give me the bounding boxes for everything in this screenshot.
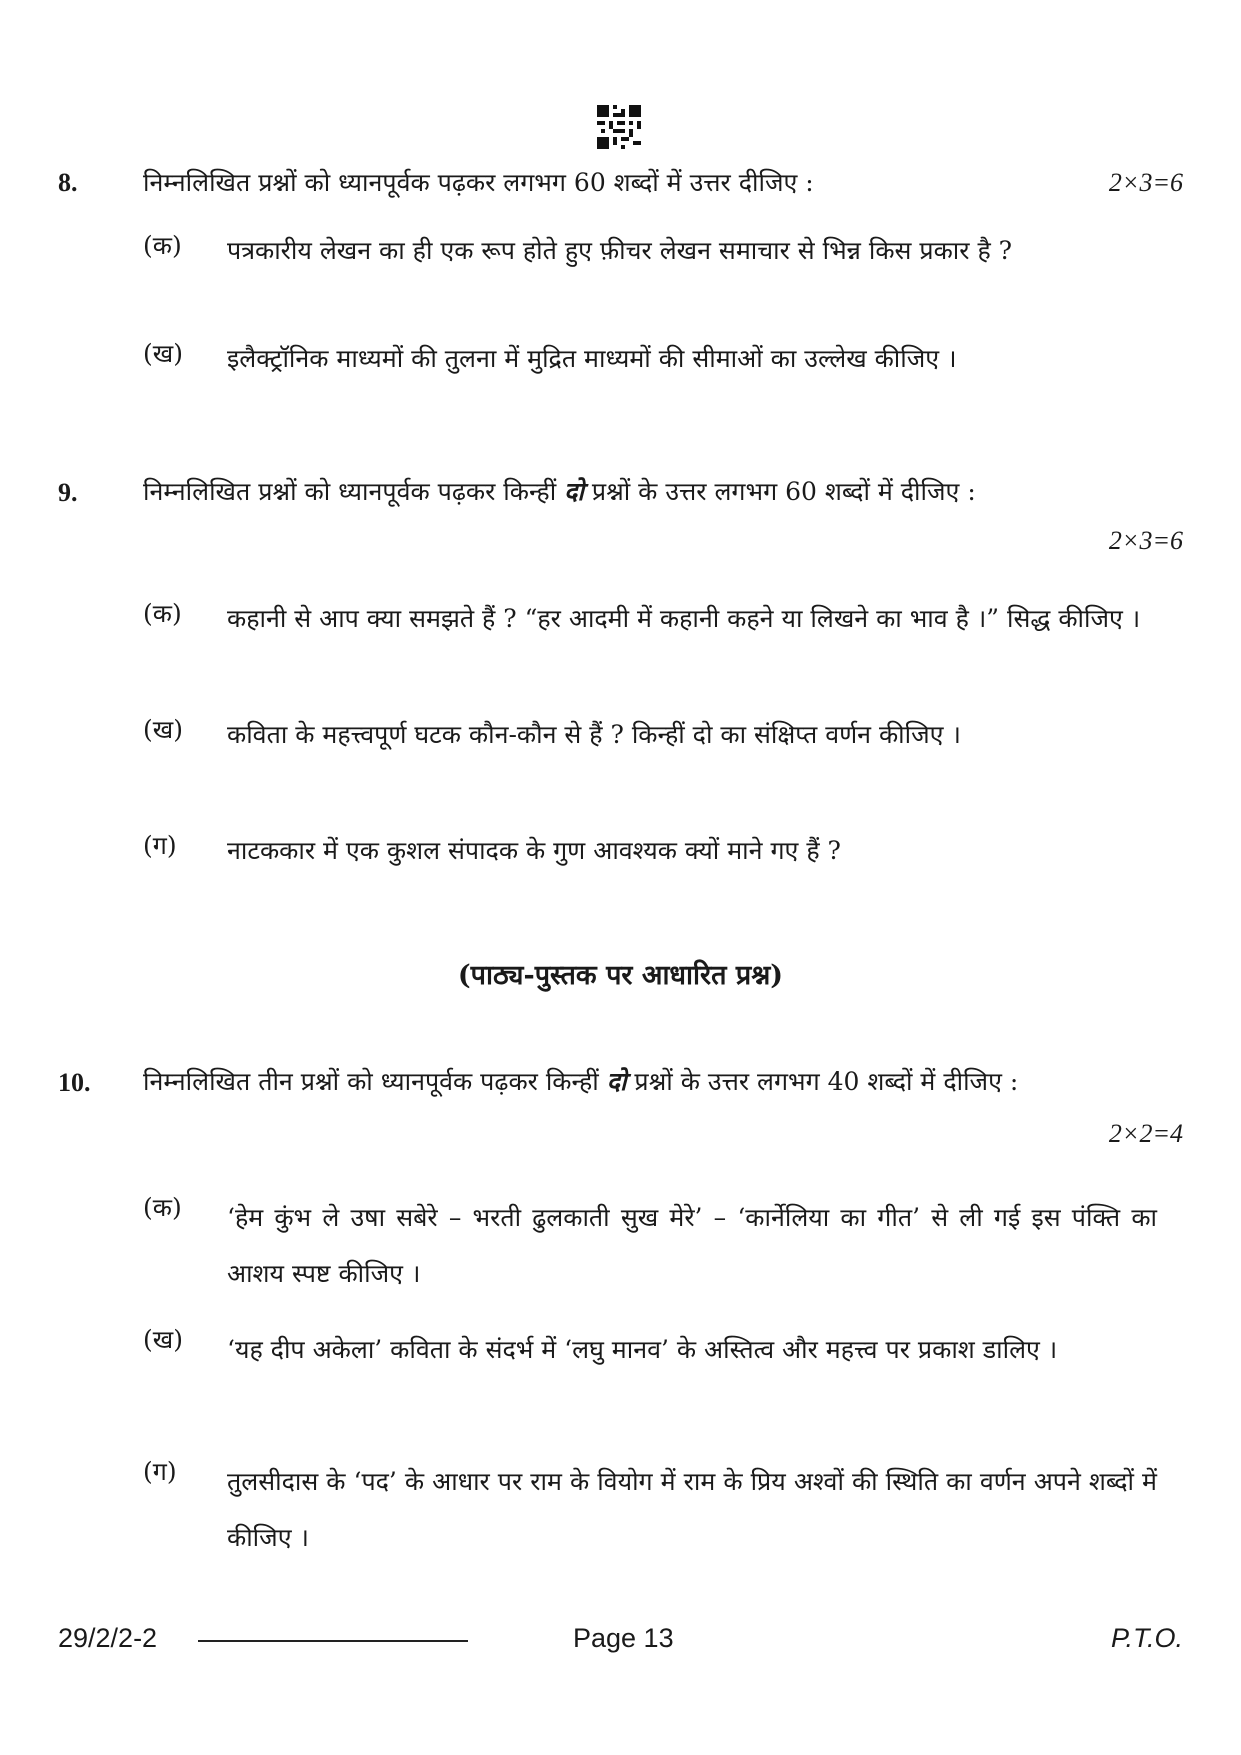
part-text: नाटककार में एक कुशल संपादक के गुण आवश्यक क्यों माने गए हैं ? — [227, 836, 841, 865]
part-label: (ख) — [143, 715, 183, 744]
part-text: पत्रकारीय लेखन का ही एक रूप होते हुए फ़ीचर लेखन समाचार से भिन्न किस प्रकार है ? — [227, 236, 1013, 265]
part-label: (ख) — [143, 339, 183, 368]
pto-label: P.T.O. — [1110, 1623, 1183, 1653]
paper-code: 29/2/2-2 — [58, 1623, 158, 1653]
question-text-before: निम्नलिखित प्रश्नों को ध्यानपूर्वक पढ़कर किन्हीं — [143, 477, 557, 506]
question-emphasis: दो — [606, 1067, 627, 1096]
part-label: (क) — [143, 1193, 182, 1222]
part-text: कहानी से आप क्या समझते हैं ? “हर आदमी में कहानी कहने या लिखने का भाव है ।” सिद्ध कीजिए । — [227, 604, 1141, 633]
question-text-after: प्रश्नों के उत्तर लगभग 40 शब्दों में दीजिए : — [634, 1067, 1019, 1096]
part-label: (क) — [143, 231, 182, 260]
question-text — [143, 1056, 1123, 1108]
part-label: (क) — [143, 599, 182, 628]
question-number: 8. — [58, 168, 78, 197]
question-marks: 2×3=6 — [1108, 168, 1183, 197]
question-emphasis: दो — [564, 477, 584, 506]
part-text: तुलसीदास के ‘पद’ के आधार पर राम के वियोग में राम के प्रिय अश्वों की स्थिति का वर्णन अपने शब्दों में कीजिए । — [227, 1467, 1157, 1552]
question-number: 9. — [58, 478, 78, 507]
question-marks: 2×3=6 — [1108, 526, 1183, 555]
footer-divider — [198, 1640, 468, 1642]
part-label: (ग) — [143, 1457, 177, 1486]
part-text: ‘यह दीप अकेला’ कविता के संदर्भ में ‘लघु मानव’ के अस्तित्व और महत्त्व पर प्रकाश डालिए । — [227, 1335, 1058, 1364]
qr-code-icon — [597, 105, 641, 149]
page-number: Page 13 — [573, 1623, 674, 1653]
question-number: 10. — [58, 1068, 91, 1097]
question-text: निम्नलिखित प्रश्नों को ध्यानपूर्वक पढ़कर लगभग 60 शब्दों में उत्तर दीजिए : — [143, 168, 814, 197]
part-text: ‘हेम कुंभ ले उषा सबेरे – भरती ढुलकाती सुख मेरे’ – ‘कार्नेलिया का गीत’ से ली गई इस पंक्ति का आशय स्पष्ट कीजिए । — [227, 1203, 1157, 1288]
part-text: कविता के महत्त्वपूर्ण घटक कौन-कौन से हैं ? किन्हीं दो का संक्षिप्त वर्णन कीजिए । — [227, 720, 961, 749]
question-text-after: प्रश्नों के उत्तर लगभग 60 शब्दों में दीजिए : — [591, 477, 976, 506]
part-text: इलैक्ट्रॉनिक माध्यमों की तुलना में मुद्रित माध्यमों की सीमाओं का उल्लेख कीजिए । — [227, 344, 957, 373]
question-text — [143, 466, 1123, 518]
part-label: (ख) — [143, 1325, 183, 1354]
question-marks: 2×2=4 — [1108, 1119, 1183, 1148]
section-title: (पाठ्य-पुस्तक पर आधारित प्रश्न) — [457, 960, 784, 991]
question-text-before: निम्नलिखित तीन प्रश्नों को ध्यानपूर्वक पढ़कर किन्हीं — [143, 1067, 599, 1096]
part-label: (ग) — [143, 831, 177, 860]
